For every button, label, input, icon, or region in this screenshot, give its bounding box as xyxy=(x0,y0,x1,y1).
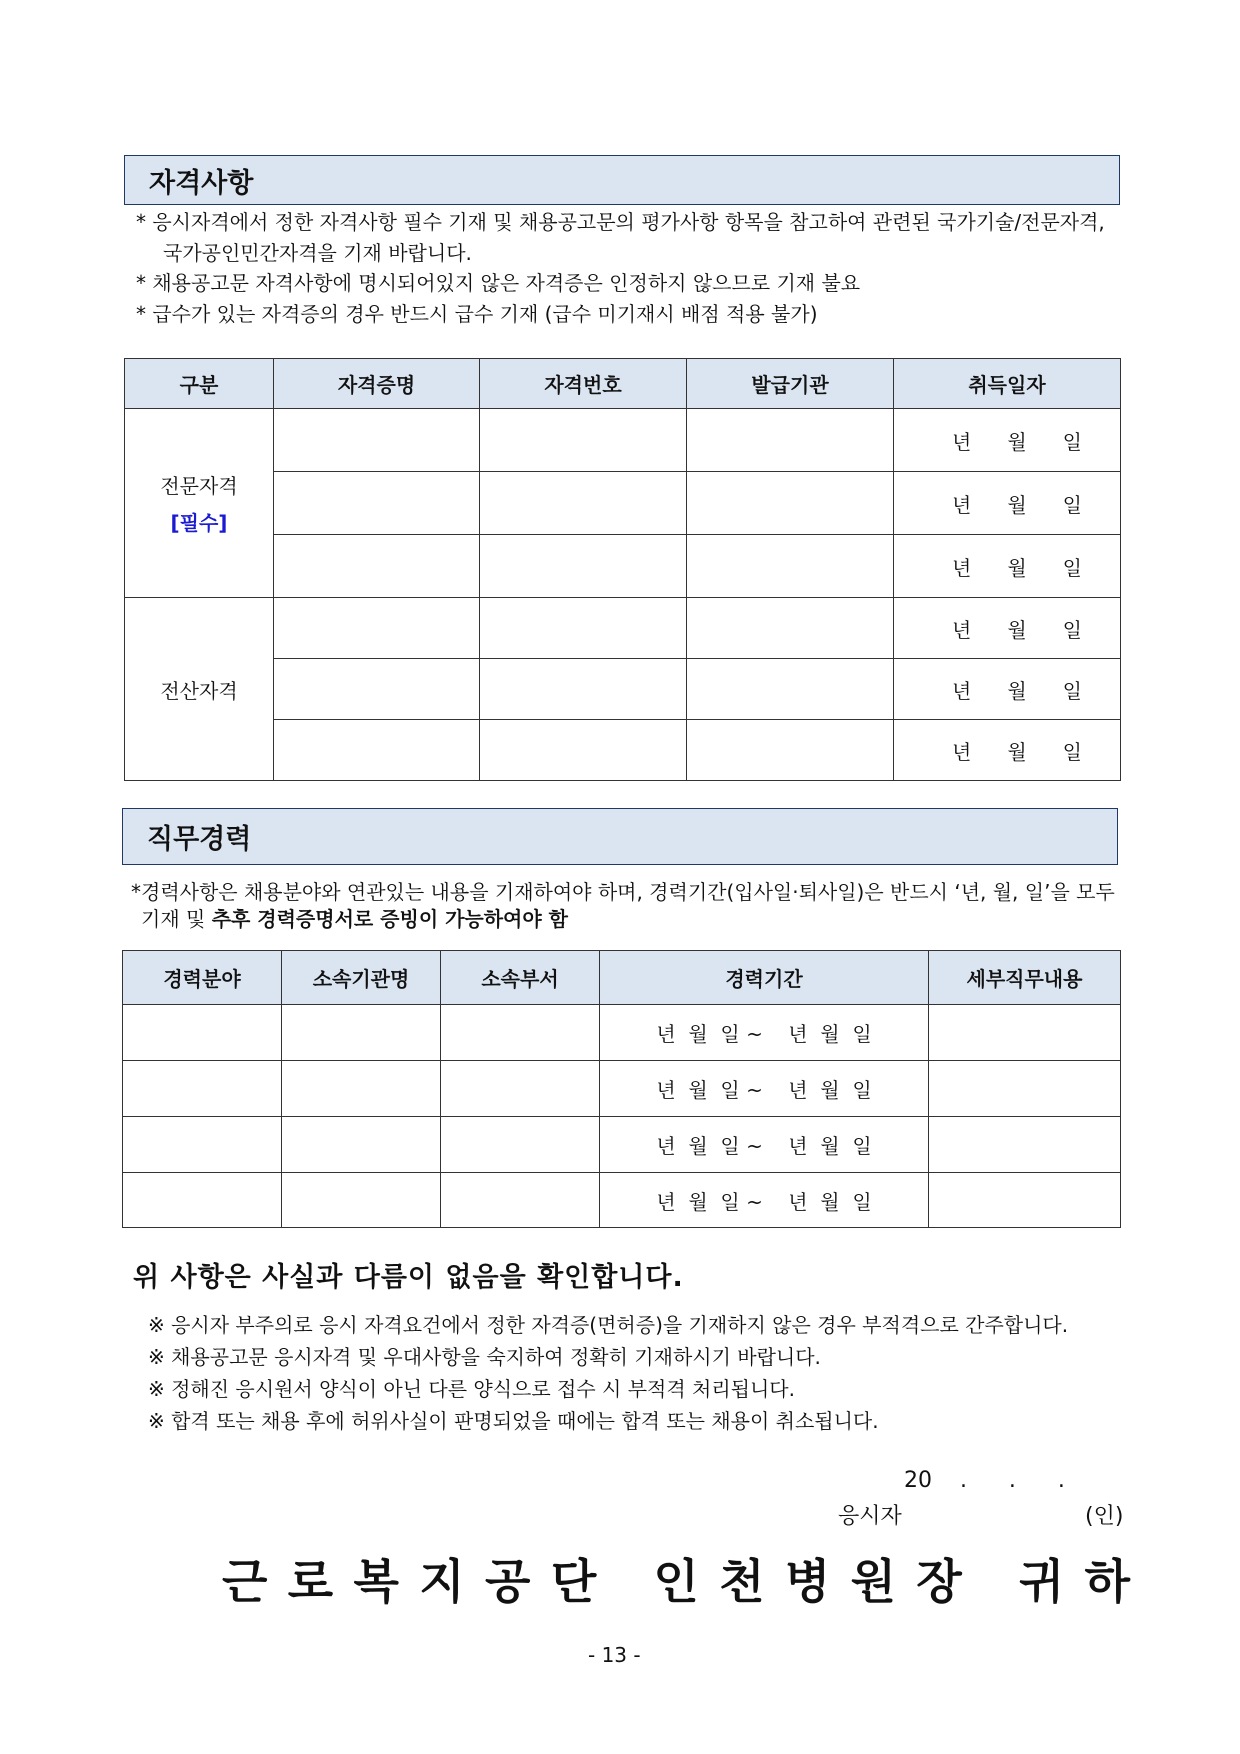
cert-name-field[interactable] xyxy=(274,535,480,598)
acquired-date-field[interactable]: 년 월 일 xyxy=(894,659,1121,720)
col-header-acquired-date: 취득일자 xyxy=(894,359,1121,409)
group-professional xyxy=(125,409,274,598)
dept-input[interactable] xyxy=(441,1061,600,1117)
col-header-period: 경력기간 xyxy=(600,951,929,1005)
cert-name-field[interactable] xyxy=(274,472,480,535)
cert-name-field[interactable] xyxy=(274,409,480,472)
issuer-field[interactable] xyxy=(687,720,894,781)
col-header-org: 소속기관명 xyxy=(282,951,441,1005)
col-header-duties: 세부직무내용 xyxy=(929,951,1121,1005)
qual-note-2: * 채용공고문 자격사항에 명시되어있지 않은 자격증은 인정하지 않으므로 기재 불요 xyxy=(136,271,861,295)
acquired-date-field[interactable]: 년 월 일 xyxy=(894,598,1121,659)
seal-mark[interactable]: (인) xyxy=(1085,1504,1124,1529)
cert-number-field[interactable] xyxy=(480,659,687,720)
career-field-input[interactable] xyxy=(123,1005,282,1061)
dept-input[interactable] xyxy=(441,1173,600,1228)
org-input[interactable] xyxy=(282,1005,441,1061)
issuer-field[interactable] xyxy=(687,472,894,535)
duties-input[interactable] xyxy=(929,1173,1121,1228)
page-number: - 13 - xyxy=(588,1643,641,1667)
period-input[interactable]: 년 월 일 ~ 년 월 일 xyxy=(600,1173,929,1228)
dept-input[interactable] xyxy=(441,1117,600,1173)
issuer-field[interactable] xyxy=(687,598,894,659)
career-field-input[interactable] xyxy=(123,1117,282,1173)
col-header-issuer: 발급기관 xyxy=(687,359,894,409)
col-header-category: 구분 xyxy=(125,359,274,409)
duties-input[interactable] xyxy=(929,1061,1121,1117)
qualifications-table xyxy=(124,358,1121,781)
dept-input[interactable] xyxy=(441,1005,600,1061)
acquired-date-field[interactable]: 년 월 일 xyxy=(894,472,1121,535)
cert-number-field[interactable] xyxy=(480,598,687,659)
col-header-dept: 소속부서 xyxy=(441,951,600,1005)
cert-number-field[interactable] xyxy=(480,535,687,598)
group-computer-label: 전산자격 xyxy=(160,678,238,703)
section-title: 자격사항 xyxy=(149,167,254,199)
section-header-qualifications xyxy=(124,155,1120,205)
col-header-field: 경력분야 xyxy=(123,951,282,1005)
group-computer xyxy=(125,598,274,781)
org-input[interactable] xyxy=(282,1117,441,1173)
cert-name-field[interactable] xyxy=(274,598,480,659)
qual-note-1-cont: 국가공인민간자격을 기재 바랍니다. xyxy=(163,241,472,265)
career-note-2: 기재 및 추후 경력증명서로 증빙이 가능하여야 함 xyxy=(141,907,568,931)
remark-4: ※ 합격 또는 채용 후에 허위사실이 판명되었을 때에는 합격 또는 채용이 취소됩니다. xyxy=(148,1409,879,1433)
group-professional-label: 전문자격 xyxy=(160,474,238,498)
career-field-input[interactable] xyxy=(123,1173,282,1228)
cert-number-field[interactable] xyxy=(480,409,687,472)
remark-1: ※ 응시자 부주의로 응시 자격요건에서 정한 자격증(면허증)을 기재하지 않은 경우 부적격으로 간주합니다. xyxy=(148,1313,1069,1337)
issuer-field[interactable] xyxy=(687,535,894,598)
period-input[interactable]: 년 월 일 ~ 년 월 일 xyxy=(600,1117,929,1173)
col-header-cert-number: 자격번호 xyxy=(480,359,687,409)
applicant-label: 응시자 xyxy=(838,1504,902,1529)
acquired-date-field[interactable]: 년 월 일 xyxy=(894,720,1121,781)
period-input[interactable]: 년 월 일 ~ 년 월 일 xyxy=(600,1005,929,1061)
cert-name-field[interactable] xyxy=(274,720,480,781)
section-title: 직무경력 xyxy=(147,824,252,855)
issuer-field[interactable] xyxy=(687,409,894,472)
period-input[interactable]: 년 월 일 ~ 년 월 일 xyxy=(600,1061,929,1117)
remark-2: ※ 채용공고문 응시자격 및 우대사항을 숙지하여 정확히 기재하시기 바랍니다. xyxy=(148,1345,821,1369)
duties-input[interactable] xyxy=(929,1005,1121,1061)
col-header-cert-name: 자격증명 xyxy=(274,359,480,409)
career-note-1: *경력사항은 채용분야와 연관있는 내용을 기재하여야 하며, 경력기간(입사일·퇴사일)은 반드시 ‘년, 월, 일’을 모두 xyxy=(131,880,1115,904)
acquired-date-field[interactable]: 년 월 일 xyxy=(894,409,1121,472)
org-input[interactable] xyxy=(282,1173,441,1228)
cert-number-field[interactable] xyxy=(480,472,687,535)
org-input[interactable] xyxy=(282,1061,441,1117)
career-field-input[interactable] xyxy=(123,1061,282,1117)
date-line[interactable]: 20 . . . xyxy=(904,1468,1065,1493)
qual-note-3: * 급수가 있는 자격증의 경우 반드시 급수 기재 (급수 미기재시 배점 적용 불가) xyxy=(136,302,818,326)
cert-number-field[interactable] xyxy=(480,720,687,781)
duties-input[interactable] xyxy=(929,1117,1121,1173)
required-tag: [필수] xyxy=(170,511,228,535)
qual-note-1: * 응시자격에서 정한 자격사항 필수 기재 및 채용공고문의 평가사항 항목을 참고하여 관련된 국가기술/전문자격, xyxy=(136,210,1105,234)
remark-3: ※ 정해진 응시원서 양식이 아닌 다른 양식으로 접수 시 부적격 처리됩니다. xyxy=(148,1377,795,1401)
cert-name-field[interactable] xyxy=(274,659,480,720)
section-header-career xyxy=(122,808,1118,865)
addressee: 근 로 복 지 공 단 인 천 병 원 장 귀 하 xyxy=(222,1555,1133,1610)
career-note-emphasis: 추후 경력증명서로 증빙이 가능하여야 함 xyxy=(211,907,568,931)
career-table xyxy=(122,950,1121,1228)
confirmation-statement: 위 사항은 사실과 다름이 없음을 확인합니다. xyxy=(133,1262,684,1293)
acquired-date-field[interactable]: 년 월 일 xyxy=(894,535,1121,598)
issuer-field[interactable] xyxy=(687,659,894,720)
